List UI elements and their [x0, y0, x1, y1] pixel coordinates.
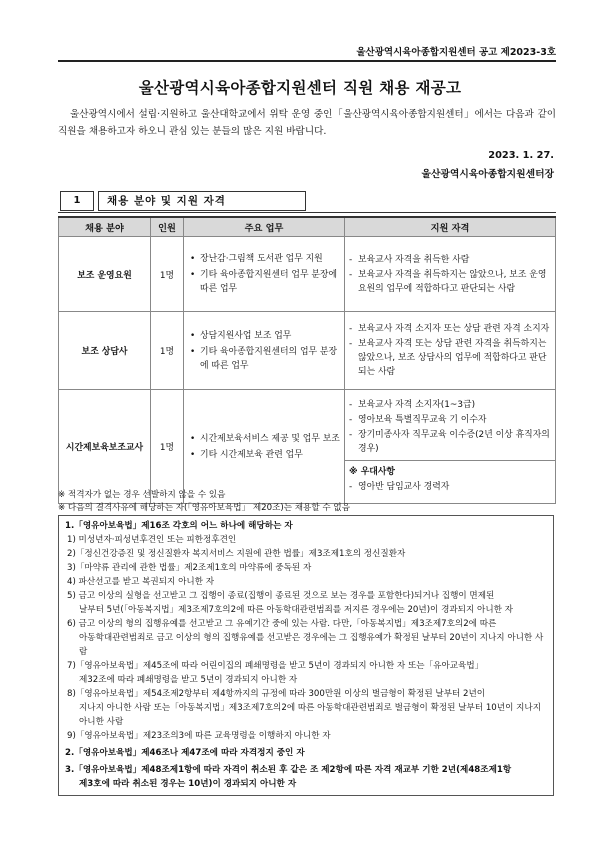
- note-item: ※ 적격자가 없는 경우 선발하지 않을 수 있음: [58, 490, 226, 500]
- qualification-item: - 보육교사 자격 소지자(1~3급): [349, 398, 551, 412]
- job-field: 보조 운영요원: [59, 237, 151, 312]
- qualification-item: - 장기미종사자 직무교육 이수증(2년 이상 휴직자의 경우): [349, 428, 551, 456]
- job-duties: [184, 312, 345, 390]
- notice-number: 울산광역시육아종합지원센터 공고 제2023-3호: [356, 47, 556, 58]
- table-row: [59, 237, 556, 312]
- qualification-item: - 보육교사 자격 소지자 또는 상담 관련 자격 소지자: [349, 322, 551, 336]
- table-header-row: [59, 217, 556, 237]
- table-row: [59, 312, 556, 390]
- top-divider: [58, 60, 556, 62]
- disqualification-item: 7)「영유아보육법」제45조에 따라 어린이집의 폐쇄명령을 받고 5년이 경과되지 아니한 자 또는「유아교육법」: [67, 661, 484, 671]
- duty-item: • 시간제보육서비스 제공 및 업무 보조: [190, 432, 340, 446]
- disqualification-item: 6) 금고 이상의 형의 집행유예를 선고받고 그 유예기간 중에 있는 사람. 다만,「아동복지법」제3조제7호의2에 따른: [67, 619, 497, 629]
- duty-item: • 기타 육아종합지원센터 업무 분장에 따른 업무: [190, 268, 340, 296]
- header-qualifications: 지원 자격: [345, 217, 556, 237]
- disqualification-item: 2)「정신건강증진 및 정신질환자 복지서비스 지원에 관한 법률」제3조제1호의 정신질환자: [67, 549, 406, 559]
- job-qualifications: [345, 390, 556, 504]
- disqualification-item: 5) 금고 이상의 실형을 선고받고 그 집행이 종료(집행이 종료된 것으로 보는 경우를 포함한다)되거나 집행이 면제된: [67, 591, 495, 601]
- disqualification-item-cont: 날부터 5년(「아동복지법」제3조제7호의2에 따른 아동학대관련범죄를 저지른 경우에는 20년)이 경과되지 아니한 자: [79, 605, 513, 615]
- qualification-item: - 보육교사 자격을 취득하지는 않았으나, 보조 운영요원의 업무에 적합하다고 판단되는 사람: [349, 268, 551, 296]
- preferred-title: ※ 우대사항: [349, 466, 396, 477]
- disqualification-item: 9)「영유아보육법」제23조의3에 따른 교육명령을 이행하지 아니한 자: [67, 731, 331, 741]
- disqualification-item: 8)「영유아보육법」제54조제2항부터 제4항까지의 규정에 따라 300만원 이상의 벌금형이 확정된 날부터 2년이: [67, 689, 486, 699]
- section-divider: [58, 212, 556, 213]
- disqualification-item: 4) 파산선고를 받고 복권되지 아니한 자: [67, 577, 215, 587]
- organization-name: 울산광역시육아종합지원센터장: [421, 169, 554, 180]
- duty-item: • 기타 시간제보육 관련 업무: [190, 448, 340, 462]
- qualification-item: - 영아보육 특별직무교육 기 이수자: [349, 413, 551, 427]
- disqualification-heading-cont: 제3호에 따라 취소된 경우는 10년)이 경과되지 아니한 자: [79, 779, 297, 789]
- job-qualifications: [345, 312, 556, 390]
- duty-item: • 기타 육아종합지원센터의 업무 분장에 따른 업무: [190, 345, 340, 373]
- intro-paragraph: 울산광역시에서 설립·지원하고 울산대학교에서 위탁 운영 중인「울산광역시육아종합지원센터」에서는 다음과 같이 직원을 채용하고자 하오니 관심 있는 분들의 많은 지원 바랍니다.: [58, 109, 556, 137]
- section-header: [58, 191, 600, 211]
- qualification-item: - 보육교사 자격 또는 상담 관련 자격을 취득하지는 않았으나, 보조 상담사의 업무에 적합하다고 판단되는 사람: [349, 337, 551, 379]
- job-count: 1명: [151, 390, 184, 504]
- section-title: 채용 분야 및 지원 자격: [98, 191, 306, 211]
- notice-date: 2023. 1. 27.: [488, 150, 554, 161]
- section-number: 1: [60, 191, 94, 211]
- disqualification-heading: 3.「영유아보육법」제48조제1항에 따라 자격이 취소된 후 같은 조 제2항에 따른 자격 재교부 기한 2년(제48조제1항: [65, 765, 512, 775]
- notes: [58, 489, 350, 515]
- job-field: 시간제보육보조교사: [59, 390, 151, 504]
- recruitment-table: [58, 216, 556, 504]
- header-duties: 주요 업무: [184, 217, 345, 237]
- disqualification-item-cont: 제32조에 따라 폐쇄명령을 받고 5년이 경과되지 아니한 자: [79, 675, 298, 685]
- disqualification-heading: 2.「영유아보육법」제46조나 제47조에 따라 자격정지 중인 자: [65, 748, 305, 758]
- disqualification-heading: 1.「영유아보육법」제16조 각호의 어느 하나에 해당하는 자: [65, 521, 293, 531]
- header-field: 채용 분야: [59, 217, 151, 237]
- job-qualifications: [345, 237, 556, 312]
- qualification-item: - 보육교사 자격을 취득한 사람: [349, 253, 551, 267]
- job-field: 보조 상담사: [59, 312, 151, 390]
- job-duties: [184, 237, 345, 312]
- job-duties: [184, 390, 345, 504]
- note-item: ※ 다음의 결격사유에 해당하는 자(「영유아보육법」 제20조)는 채용할 수 없음: [58, 503, 351, 513]
- disqualification-item-cont: 지나지 아니한 사람 또는「아동복지법」제3조제7호의2에 따른 아동학대관련범죄로 벌금형이 확정된 날부터 10년이 지나지 아니한 사람: [79, 703, 542, 727]
- job-count: 1명: [151, 312, 184, 390]
- preferred-item: - 영아반 담임교사 경력자: [349, 480, 551, 494]
- page-title: 울산광역시육아종합지원센터 직원 채용 재공고: [138, 79, 462, 97]
- table-row: [59, 390, 556, 504]
- job-count: 1명: [151, 237, 184, 312]
- disqualification-box: [58, 515, 554, 796]
- duty-item: • 상담지원사업 보조 업무: [190, 329, 340, 343]
- disqualification-item: 3)「마약류 관리에 관한 법률」제2조제1호의 마약류에 중독된 자: [67, 563, 312, 573]
- header-count: 인원: [151, 217, 184, 237]
- preferred-section: [345, 460, 555, 497]
- disqualification-item: 1) 미성년자·피성년후견인 또는 피한정후견인: [67, 535, 237, 545]
- disqualification-item-cont: 아동학대관련범죄로 금고 이상의 형의 집행유예를 선고받은 경우에는 그 집행유예가 확정된 날부터 20년이 지나지 아니한 사람: [79, 633, 544, 657]
- duty-item: • 장난감·그림책 도서관 업무 지원: [190, 252, 340, 266]
